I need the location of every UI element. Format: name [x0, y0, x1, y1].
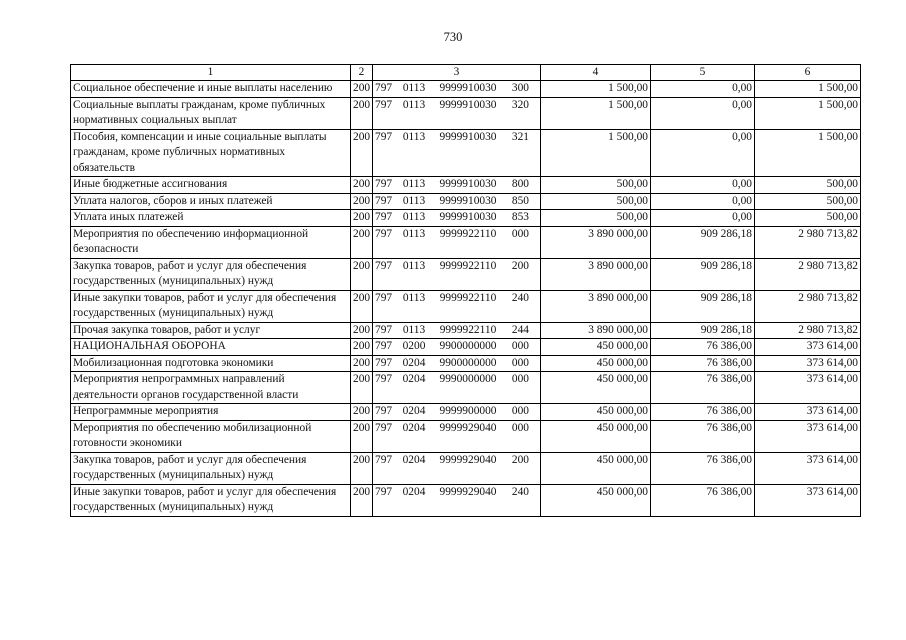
row-name-cell: Социальные выплаты гражданам, кроме публичных нормативных социальных выплат [71, 97, 351, 129]
row-code-cell [373, 129, 541, 177]
table-row [71, 420, 861, 452]
row-col6-cell: 373 614,00 [755, 372, 861, 404]
row-col5-cell: 909 286,18 [651, 290, 755, 322]
row-expense-type-code: 000 [511, 340, 529, 352]
row-expense-type-code: 200 [511, 453, 529, 466]
row-col5-cell: 76 386,00 [651, 355, 755, 372]
row-col4-cell: 3 890 000,00 [541, 258, 651, 290]
row-col6-cell: 1 500,00 [755, 129, 861, 177]
row-code-cell [373, 484, 541, 516]
row-grbs-cell: 200 [351, 290, 373, 322]
row-target-code: 9999900000 [439, 405, 497, 417]
row-code-cell [373, 355, 541, 372]
column-header-3: 3 [373, 65, 541, 81]
row-col4-cell: 450 000,00 [541, 420, 651, 452]
row-col6-cell: 500,00 [755, 210, 861, 227]
row-expense-type-code: 240 [511, 485, 529, 498]
row-code-cell [373, 193, 541, 210]
row-ved-code: 797 [375, 340, 393, 352]
row-col4-cell: 450 000,00 [541, 484, 651, 516]
table-row [71, 258, 861, 290]
row-code-cell [373, 177, 541, 194]
row-section-code: 0200 [402, 340, 426, 352]
table-row [71, 97, 861, 129]
row-name-cell: Прочая закупка товаров, работ и услуг [71, 322, 351, 339]
column-header-2: 2 [351, 65, 373, 81]
column-header-4: 4 [541, 65, 651, 81]
row-code-cell [373, 81, 541, 98]
row-target-code: 9900000000 [439, 356, 497, 369]
row-col6-cell: 373 614,00 [755, 484, 861, 516]
row-code-cell [373, 404, 541, 421]
table-row [71, 355, 861, 372]
row-col6-cell: 373 614,00 [755, 339, 861, 356]
row-grbs-cell: 200 [351, 97, 373, 129]
column-header-5: 5 [651, 65, 755, 81]
row-name-cell: Мероприятия по обеспечению информационной безопасности [71, 226, 351, 258]
row-col6-cell: 2 980 713,82 [755, 322, 861, 339]
row-target-code: 9999929040 [439, 485, 497, 498]
table-row [71, 290, 861, 322]
row-col4-cell: 450 000,00 [541, 372, 651, 404]
row-target-code: 9999922110 [439, 227, 497, 240]
row-name-cell: Уплата налогов, сборов и иных платежей [71, 193, 351, 210]
row-ved-code: 797 [375, 485, 393, 498]
row-name-cell: Закупка товаров, работ и услуг для обеспечения государственных (муниципальных) нужд [71, 452, 351, 484]
row-ved-code: 797 [375, 178, 393, 190]
table-row [71, 404, 861, 421]
table-row [71, 339, 861, 356]
row-target-code: 9999910030 [439, 211, 497, 223]
table-row [71, 210, 861, 227]
row-code-cell [373, 339, 541, 356]
row-expense-type-code: 853 [511, 211, 529, 223]
row-col5-cell: 76 386,00 [651, 452, 755, 484]
row-name-cell: Уплата иных платежей [71, 210, 351, 227]
row-expense-type-code: 800 [511, 178, 529, 190]
row-section-code: 0204 [402, 453, 426, 466]
row-expense-type-code: 000 [511, 227, 529, 240]
row-col4-cell: 450 000,00 [541, 339, 651, 356]
row-ved-code: 797 [375, 259, 393, 272]
row-grbs-cell: 200 [351, 258, 373, 290]
table-row [71, 484, 861, 516]
table-row [71, 81, 861, 98]
table-body [71, 81, 861, 517]
column-header-6: 6 [755, 65, 861, 81]
row-name-cell: Пособия, компенсации и иные социальные выплаты гражданам, кроме публичных нормативных обязательств [71, 129, 351, 177]
row-col5-cell: 0,00 [651, 193, 755, 210]
row-expense-type-code: 240 [511, 291, 529, 304]
row-ved-code: 797 [375, 323, 393, 336]
table-header-row [71, 65, 861, 81]
table-row [71, 322, 861, 339]
row-ved-code: 797 [375, 291, 393, 304]
row-col5-cell: 76 386,00 [651, 404, 755, 421]
row-col5-cell: 76 386,00 [651, 372, 755, 404]
table-row [71, 452, 861, 484]
row-expense-type-code: 321 [511, 130, 529, 143]
page-number: 730 [443, 30, 463, 44]
row-ved-code: 797 [375, 194, 393, 207]
row-col4-cell: 3 890 000,00 [541, 322, 651, 339]
row-col5-cell: 76 386,00 [651, 484, 755, 516]
row-target-code: 9999910030 [439, 194, 497, 207]
row-col6-cell: 2 980 713,82 [755, 258, 861, 290]
row-section-code: 0113 [402, 227, 426, 240]
row-col4-cell: 1 500,00 [541, 97, 651, 129]
row-col5-cell: 909 286,18 [651, 226, 755, 258]
row-grbs-cell: 200 [351, 193, 373, 210]
row-expense-type-code: 000 [511, 405, 529, 417]
row-col4-cell: 500,00 [541, 193, 651, 210]
table-row [71, 226, 861, 258]
row-col6-cell: 373 614,00 [755, 404, 861, 421]
row-grbs-cell: 200 [351, 355, 373, 372]
row-target-code: 9999929040 [439, 453, 497, 466]
row-expense-type-code: 320 [511, 98, 529, 111]
table-row [71, 193, 861, 210]
row-name-cell: Закупка товаров, работ и услуг для обеспечения государственных (муниципальных) нужд [71, 258, 351, 290]
row-section-code: 0204 [402, 373, 426, 385]
row-grbs-cell: 200 [351, 129, 373, 177]
row-section-code: 0204 [402, 485, 426, 498]
row-col6-cell: 500,00 [755, 193, 861, 210]
row-expense-type-code: 000 [511, 421, 529, 434]
row-col5-cell: 909 286,18 [651, 322, 755, 339]
budget-table [70, 64, 861, 517]
table-row [71, 129, 861, 177]
row-target-code: 9999922110 [439, 259, 497, 272]
row-col6-cell: 2 980 713,82 [755, 226, 861, 258]
row-name-cell: Иные закупки товаров, работ и услуг для обеспечения государственных (муниципальных) нужд [71, 484, 351, 516]
row-ved-code: 797 [375, 453, 393, 466]
row-target-code: 9999929040 [439, 421, 497, 434]
row-section-code: 0204 [402, 405, 426, 417]
row-col6-cell: 2 980 713,82 [755, 290, 861, 322]
row-grbs-cell: 200 [351, 372, 373, 404]
row-expense-type-code: 000 [511, 373, 529, 385]
row-code-cell [373, 372, 541, 404]
row-ved-code: 797 [375, 421, 393, 434]
row-ved-code: 797 [375, 405, 393, 417]
row-ved-code: 797 [375, 98, 393, 111]
row-expense-type-code: 200 [511, 259, 529, 272]
table-row [71, 372, 861, 404]
row-target-code: 9999922110 [439, 323, 497, 336]
row-target-code: 9999910030 [439, 178, 497, 190]
row-name-cell: Непрограммные мероприятия [71, 404, 351, 421]
row-section-code: 0113 [402, 194, 426, 207]
row-name-cell: Социальное обеспечение и иные выплаты населению [71, 81, 351, 98]
row-section-code: 0113 [402, 259, 426, 272]
row-target-code: 9999910030 [439, 130, 497, 143]
row-col6-cell: 373 614,00 [755, 355, 861, 372]
row-code-cell [373, 226, 541, 258]
row-expense-type-code: 244 [511, 323, 529, 336]
row-section-code: 0113 [402, 98, 426, 111]
row-grbs-cell: 200 [351, 177, 373, 194]
row-ved-code: 797 [375, 82, 393, 94]
row-target-code: 9999922110 [439, 291, 497, 304]
row-ved-code: 797 [375, 211, 393, 223]
row-grbs-cell: 200 [351, 420, 373, 452]
row-name-cell: Мероприятия по обеспечению мобилизационной готовности экономики [71, 420, 351, 452]
row-ved-code: 797 [375, 227, 393, 240]
row-code-cell [373, 97, 541, 129]
row-col4-cell: 500,00 [541, 210, 651, 227]
row-col4-cell: 3 890 000,00 [541, 290, 651, 322]
row-col4-cell: 1 500,00 [541, 81, 651, 98]
row-col4-cell: 450 000,00 [541, 355, 651, 372]
row-ved-code: 797 [375, 373, 393, 385]
row-section-code: 0204 [402, 356, 426, 369]
row-col4-cell: 450 000,00 [541, 452, 651, 484]
row-grbs-cell: 200 [351, 339, 373, 356]
row-name-cell: Мероприятия непрограммных направлений деятельности органов государственной власти [71, 372, 351, 404]
row-col6-cell: 373 614,00 [755, 452, 861, 484]
row-code-cell [373, 290, 541, 322]
row-name-cell: НАЦИОНАЛЬНАЯ ОБОРОНА [71, 339, 351, 356]
row-target-code: 9999910030 [439, 82, 497, 94]
row-col5-cell: 0,00 [651, 97, 755, 129]
row-section-code: 0204 [402, 421, 426, 434]
row-expense-type-code: 300 [511, 82, 529, 94]
row-col4-cell: 450 000,00 [541, 404, 651, 421]
row-section-code: 0113 [402, 130, 426, 143]
row-section-code: 0113 [402, 323, 426, 336]
row-target-code: 9990000000 [439, 373, 497, 385]
row-grbs-cell: 200 [351, 226, 373, 258]
column-header-1: 1 [71, 65, 351, 81]
row-code-cell [373, 420, 541, 452]
row-name-cell: Иные закупки товаров, работ и услуг для обеспечения государственных (муниципальных) нужд [71, 290, 351, 322]
row-grbs-cell: 200 [351, 484, 373, 516]
row-code-cell [373, 210, 541, 227]
row-col6-cell: 373 614,00 [755, 420, 861, 452]
row-expense-type-code: 850 [511, 194, 529, 207]
row-expense-type-code: 000 [511, 356, 529, 369]
row-name-cell: Мобилизационная подготовка экономики [71, 355, 351, 372]
row-grbs-cell: 200 [351, 210, 373, 227]
row-section-code: 0113 [402, 82, 426, 94]
row-section-code: 0113 [402, 178, 426, 190]
row-grbs-cell: 200 [351, 404, 373, 421]
row-col4-cell: 500,00 [541, 177, 651, 194]
row-col5-cell: 76 386,00 [651, 420, 755, 452]
table-row [71, 177, 861, 194]
row-grbs-cell: 200 [351, 81, 373, 98]
row-col5-cell: 0,00 [651, 129, 755, 177]
row-col5-cell: 0,00 [651, 177, 755, 194]
row-target-code: 9999910030 [439, 98, 497, 111]
row-grbs-cell: 200 [351, 452, 373, 484]
row-col6-cell: 500,00 [755, 177, 861, 194]
row-section-code: 0113 [402, 291, 426, 304]
row-grbs-cell: 200 [351, 322, 373, 339]
row-col5-cell: 0,00 [651, 210, 755, 227]
row-target-code: 9900000000 [439, 340, 497, 352]
row-col6-cell: 1 500,00 [755, 97, 861, 129]
row-code-cell [373, 258, 541, 290]
row-col4-cell: 1 500,00 [541, 129, 651, 177]
row-code-cell [373, 322, 541, 339]
row-code-cell [373, 452, 541, 484]
row-col5-cell: 909 286,18 [651, 258, 755, 290]
row-ved-code: 797 [375, 356, 393, 369]
row-col5-cell: 0,00 [651, 81, 755, 98]
row-name-cell: Иные бюджетные ассигнования [71, 177, 351, 194]
row-col4-cell: 3 890 000,00 [541, 226, 651, 258]
row-col6-cell: 1 500,00 [755, 81, 861, 98]
row-col5-cell: 76 386,00 [651, 339, 755, 356]
row-section-code: 0113 [402, 211, 426, 223]
row-ved-code: 797 [375, 130, 393, 143]
